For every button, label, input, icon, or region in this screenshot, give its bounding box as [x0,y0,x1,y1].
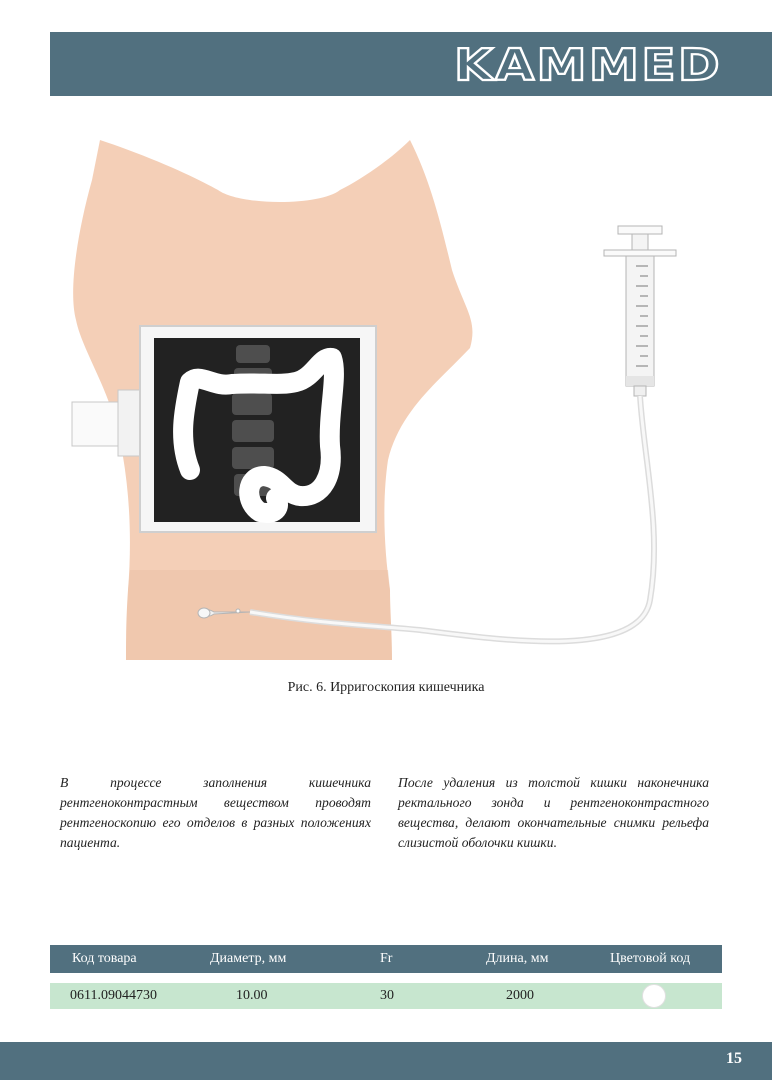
header-fr: Fr [380,951,393,966]
cell-fr: 30 [380,988,394,1003]
paragraph-right: После удаления из толстой кишки наконечника ректального зонда и рентгеноконтрастного вещества, делают окончательные снимки рельефа слизистой оболочки кишки. [398,775,709,850]
figure-caption: Рис. 6. Ирригоскопия кишечника [287,680,485,695]
cell-length: 2000 [506,988,534,1003]
rectal-tip-head [198,608,210,618]
header-bar [50,32,772,96]
color-code-swatch [642,984,666,1008]
detector-arm [118,390,140,456]
svg-text:KAMMED: KAMMED [454,44,722,86]
torso-shadow [128,570,390,590]
rectal-tip-hole [236,609,240,613]
kammed-logo [452,44,724,86]
header-color-code: Цветовой код [610,951,691,966]
paragraph-left: В процессе заполнения кишечника рентгеноконтрастным веществом проводят рентгеноскопию его отделов в разных положениях пациента. [60,775,371,850]
header-length: Длина, мм [486,951,549,966]
irrigoscopy-illustration [0,120,772,660]
syringe [604,226,676,396]
header-product-code: Код товара [72,951,137,966]
page-number: 15 [726,1050,742,1067]
cell-product-code: 0611.09044730 [70,988,157,1003]
spec-table [50,945,722,1009]
header-diameter: Диаметр, мм [210,951,287,966]
footer-bar [0,1042,772,1080]
spec-table-header [50,945,722,973]
detector-handle [72,402,124,446]
cell-diameter: 10.00 [236,988,268,1003]
table-row [50,983,722,1009]
